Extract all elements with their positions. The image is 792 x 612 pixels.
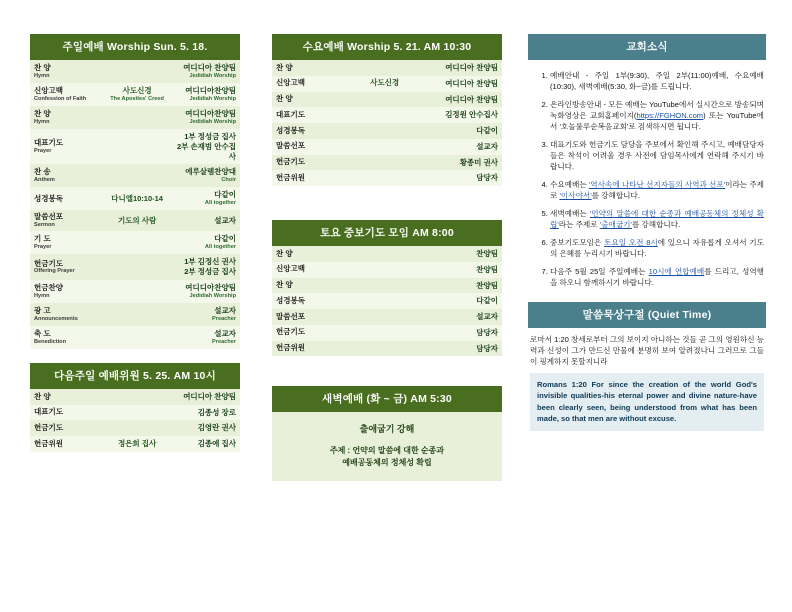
wednesday-worship-item-label: 성경봉독 — [276, 125, 305, 135]
saturday-prayer-item-person: 찬양팀 — [476, 280, 498, 290]
sunday-worship-item-label: 찬 양 Hymn — [34, 109, 51, 125]
church-news-item: 3. 대표기도와 헌금기도 담당을 주보에서 확인해 주시고, 예배담당자들은 착석이 어려울 경우 사전에 담임목사에게 연락해 주시기 바랍니다. — [550, 139, 764, 172]
sunday-worship-table — [30, 60, 240, 349]
church-news-item: 4. 수요예배는 '역사속에 나타난 선지자들의 사역과 선포'이라는 주제로 '이사야서'를 강해합니다. — [550, 179, 764, 201]
wednesday-worship-item-person: 여디디아 찬양팀 — [445, 94, 498, 104]
sunday-worship-item-label: 대표기도 Prayer — [34, 138, 63, 154]
sunday-worship-item-person: 1부 김정신 권사 2부 정성금 집사 — [184, 257, 236, 277]
wednesday-worship-item-person: 여디디아 찬양팀 — [445, 63, 498, 72]
sunday-worship-row — [30, 303, 240, 326]
church-news-item: 5. 새벽예배는 '언약의 말씀에 대한 순종과 예배공동체의 정체성 확립'라는 주제로 '출애굽기'를 강해합니다. — [550, 208, 764, 230]
saturday-prayer-row — [272, 278, 502, 294]
wednesday-worship-item-detail — [350, 107, 419, 123]
dawn-service-subject-line2: 예배공동체의 정체성 확립 — [342, 458, 432, 468]
next-week-committee-table — [30, 389, 240, 452]
saturday-prayer-item-label: 말씀선포 — [276, 311, 305, 321]
wednesday-worship-item-person: 여디디아 찬양팀 — [445, 78, 498, 88]
sunday-worship-row — [30, 129, 240, 164]
sunday-worship-item-label: 찬 양 Hymn — [34, 62, 51, 79]
next-week-committee-item-person: 김영란 권사 — [197, 423, 236, 433]
wednesday-worship-item-detail — [350, 139, 419, 155]
saturday-prayer-item-person: 담당자 — [476, 343, 498, 353]
saturday-prayer-item-person: 다같이 — [476, 296, 498, 306]
church-news-item: 6. 중보기도모임은 토요일 오전 8시에 있으니 자유롭게 오셔서 기도의 은혜를 누리시기 바랍니다. — [550, 237, 764, 259]
dawn-service-subject-line1: 주제 : 언약의 말씀에 대한 순종과 — [329, 446, 445, 456]
sunday-worship-item-detail — [106, 164, 169, 187]
column-left — [30, 34, 240, 466]
sunday-worship-title: 주일예배 Worship Sun. 5. 18. — [30, 34, 240, 60]
wednesday-worship-item-label: 대표기도 — [276, 109, 305, 119]
wednesday-worship-item-label: 찬 양 — [276, 94, 293, 104]
church-news-item: 7. 다음주 5월 25일 주일예배는 10시에 연합예배를 드리고, 성역행을 하오니 함께하시기 바랍니다. — [550, 266, 764, 288]
church-news-body — [528, 60, 766, 288]
saturday-prayer-item-label: 헌금기도 — [276, 327, 305, 337]
wednesday-worship-row — [272, 155, 502, 171]
wednesday-worship-item-detail — [350, 92, 419, 108]
saturday-prayer-item-detail — [350, 309, 419, 325]
saturday-prayer-block — [272, 220, 502, 356]
sunday-worship-item-label: 성경봉독 — [34, 193, 63, 203]
sunday-worship-item-detail — [106, 280, 169, 303]
wednesday-worship-item-detail — [350, 60, 419, 76]
next-week-committee-item-label: 대표기도 — [34, 407, 63, 417]
wednesday-worship-row — [272, 92, 502, 108]
next-week-committee-item-detail — [106, 420, 169, 436]
saturday-prayer-row — [272, 341, 502, 357]
church-news-item: 1. 예배안내 - 주일 1부(9:30), 주일 2부(11:00)예배, 수요예배(10:30), 새벽예배(5:30, 화~금)를 드립니다. — [550, 70, 764, 92]
next-week-committee-item-label: 헌금위원 — [34, 438, 63, 448]
sunday-worship-item-label: 헌금기도 Offering Prayer — [34, 258, 75, 275]
sunday-worship-item-person: 여디디아찬양팀 Jedidiah Worship — [185, 282, 236, 299]
saturday-prayer-item-label: 찬 양 — [276, 248, 293, 258]
sunday-worship-row — [30, 254, 240, 280]
saturday-prayer-item-person: 담당자 — [476, 327, 498, 337]
saturday-prayer-item-person: 설교자 — [476, 312, 498, 321]
column-right — [528, 34, 766, 445]
wednesday-worship-item-person: 다같이 — [476, 126, 498, 135]
next-week-committee-row — [30, 405, 240, 421]
next-week-committee-item-detail — [106, 389, 169, 405]
wednesday-worship-row — [272, 123, 502, 139]
sunday-worship-item-label: 광 고 Announcements — [34, 305, 78, 322]
wednesday-worship-row — [272, 170, 502, 186]
saturday-prayer-item-label: 헌금위원 — [276, 343, 305, 353]
next-week-committee-row — [30, 389, 240, 405]
next-week-committee-row — [30, 420, 240, 436]
sunday-worship-item-person: 설교자 Preacher — [212, 328, 236, 345]
sunday-worship-item-detail — [106, 303, 169, 326]
sunday-worship-row — [30, 164, 240, 187]
wednesday-worship-item-label: 신앙고백 — [276, 78, 305, 88]
quiet-time-block — [528, 302, 766, 431]
wednesday-worship-item-person: 담당자 — [476, 173, 498, 183]
sunday-worship-item-detail: 사도신경 The Apostles' Creed — [110, 86, 164, 102]
next-week-committee-item-person: 여디디아 찬양팀 — [183, 391, 236, 401]
sunday-worship-row — [30, 187, 240, 210]
sunday-worship-item-person: 1부 정성금 집사 2부 손재범 안수집사 — [176, 132, 236, 161]
saturday-prayer-item-detail — [350, 293, 419, 309]
sunday-worship-item-person: 설교자 — [214, 215, 236, 225]
wednesday-worship-title: 수요예배 Worship 5. 21. AM 10:30 — [272, 34, 502, 60]
sunday-worship-item-label: 헌금찬양 Hymn — [34, 282, 63, 299]
wednesday-worship-row — [272, 107, 502, 123]
saturday-prayer-row — [272, 293, 502, 309]
wednesday-worship-item-detail — [350, 155, 419, 171]
next-week-committee-block — [30, 363, 240, 452]
wednesday-worship-item-detail: 사도신경 — [370, 78, 400, 88]
next-week-committee-item-detail — [106, 405, 169, 421]
saturday-prayer-row — [272, 309, 502, 325]
sunday-worship-item-detail — [106, 326, 169, 349]
sunday-worship-item-label: 기 도 Prayer — [34, 234, 52, 250]
wednesday-worship-item-label: 헌금기도 — [276, 157, 305, 167]
sunday-worship-row — [30, 231, 240, 254]
sunday-worship-block — [30, 34, 240, 349]
saturday-prayer-item-person: 찬양팀 — [476, 249, 498, 258]
dawn-service-title: 새벽예배 (화 ~ 금) AM 5:30 — [272, 386, 502, 412]
wednesday-worship-row — [272, 60, 502, 76]
saturday-prayer-item-detail — [350, 246, 419, 262]
next-week-committee-item-person: 김종애 집사 — [197, 439, 236, 449]
next-week-committee-item-label: 헌금기도 — [34, 423, 63, 432]
wednesday-worship-item-label: 찬 양 — [276, 62, 293, 72]
sunday-worship-item-label: 신앙고백 Confession of Faith — [34, 86, 87, 102]
wednesday-worship-row — [272, 76, 502, 92]
sunday-worship-row — [30, 83, 240, 106]
column-middle — [272, 34, 502, 495]
next-week-committee-item-detail: 정은희 집사 — [117, 438, 157, 448]
saturday-prayer-item-label: 성경봉독 — [276, 295, 305, 305]
saturday-prayer-item-detail — [350, 262, 419, 278]
sunday-worship-item-person: 여디디아찬양팀 Jedidiah Worship — [185, 86, 236, 102]
wednesday-worship-item-detail — [350, 170, 419, 186]
next-week-committee-title: 다음주일 예배위원 5. 25. AM 10시 — [30, 363, 240, 389]
wednesday-worship-item-label: 헌금위원 — [276, 172, 305, 182]
sunday-worship-item-detail — [106, 60, 169, 83]
church-news-block — [528, 34, 766, 288]
quiet-time-body — [528, 328, 766, 431]
saturday-prayer-item-detail — [350, 278, 419, 294]
sunday-worship-item-label: 말씀선포 Sermon — [34, 212, 63, 228]
sunday-worship-item-label: 찬 송 Anthem — [34, 167, 55, 183]
sunday-worship-item-person: 설교자 Preacher — [212, 305, 236, 322]
dawn-service-block — [272, 386, 502, 481]
saturday-prayer-item-detail — [350, 341, 419, 357]
sunday-worship-item-detail — [106, 106, 169, 129]
saturday-prayer-row — [272, 325, 502, 341]
sunday-worship-item-detail — [106, 129, 169, 164]
sunday-worship-row — [30, 280, 240, 303]
next-week-committee-item-person: 김종성 장로 — [197, 407, 236, 417]
sunday-worship-item-detail: 기도의 사람 — [117, 215, 157, 225]
sunday-worship-item-detail: 다니엘10:10-14 — [111, 193, 163, 203]
wednesday-worship-item-person: 설교자 — [476, 141, 498, 151]
saturday-prayer-item-label: 신앙고백 — [276, 264, 305, 274]
wednesday-worship-item-person: 황종미 권사 — [459, 157, 498, 167]
dawn-service-body — [272, 412, 502, 481]
saturday-prayer-item-person: 찬양팀 — [476, 264, 498, 274]
saturday-prayer-row — [272, 262, 502, 278]
sunday-worship-item-person: 다같이 All together — [204, 190, 236, 207]
sunday-worship-item-label: 축 도 Benediction — [34, 328, 67, 345]
wednesday-worship-table — [272, 60, 502, 186]
saturday-prayer-table — [272, 246, 502, 356]
sunday-worship-row — [30, 60, 240, 83]
church-news-item: 2. 온라인방송안내 - 모든 예배는 YouTube에서 실시간으로 방송되며 녹화영상은 교회홈페이지(https://FGHON.com) 또는 YouTube에서 '호놀룰루순복음교회'로 검색하시면 됩니다. — [550, 99, 764, 132]
sunday-worship-item-person: 다같이 All together — [204, 234, 236, 251]
sunday-worship-item-person: 여디디아찬양팀 Jedidiah Worship — [185, 109, 236, 125]
wednesday-worship-block — [272, 34, 502, 186]
sunday-worship-item-detail — [106, 231, 169, 254]
dawn-service-subject-title: 출애굽기 강해 — [359, 424, 415, 435]
next-week-committee-item-label: 찬 양 — [34, 391, 51, 401]
quiet-time-title: 말씀묵상구절 (Quiet Time) — [528, 302, 766, 328]
wednesday-worship-item-person: 김정원 안수집사 — [445, 110, 498, 120]
saturday-prayer-item-label: 찬 양 — [276, 280, 293, 290]
saturday-prayer-row — [272, 246, 502, 262]
church-news-title: 교회소식 — [528, 34, 766, 60]
sunday-worship-row — [30, 326, 240, 349]
sunday-worship-item-person: 에루살렘찬양대 Choir — [185, 167, 236, 184]
sunday-worship-item-detail — [106, 254, 169, 280]
wednesday-worship-item-label: 말씀선포 — [276, 141, 305, 151]
saturday-prayer-item-detail — [350, 325, 419, 341]
next-week-committee-row — [30, 436, 240, 452]
sunday-worship-row — [30, 106, 240, 129]
quiet-time-english: Romans 1:20 For since the creation of the world God's invisible qualities-his eternal power and divine nature-have been clearly seen, being understood from what has been made, so that men are without excuse. — [530, 373, 764, 431]
wednesday-worship-item-detail — [350, 123, 419, 139]
quiet-time-korean: 로마서 1:20 창세로부터 그의 보이지 아니하는 것들 곧 그의 영원하신 능력과 신성이 그가 만드신 만물에 분명히 보여 알려졌나니 그러므로 그들이 핑계하지 못할지니라 — [530, 335, 764, 366]
saturday-prayer-title: 토요 중보기도 모임 AM 8:00 — [272, 220, 502, 246]
sunday-worship-item-person: 여디디아 찬양팀 Jedidiah Worship — [183, 63, 236, 79]
wednesday-worship-row — [272, 139, 502, 155]
sunday-worship-row — [30, 210, 240, 231]
